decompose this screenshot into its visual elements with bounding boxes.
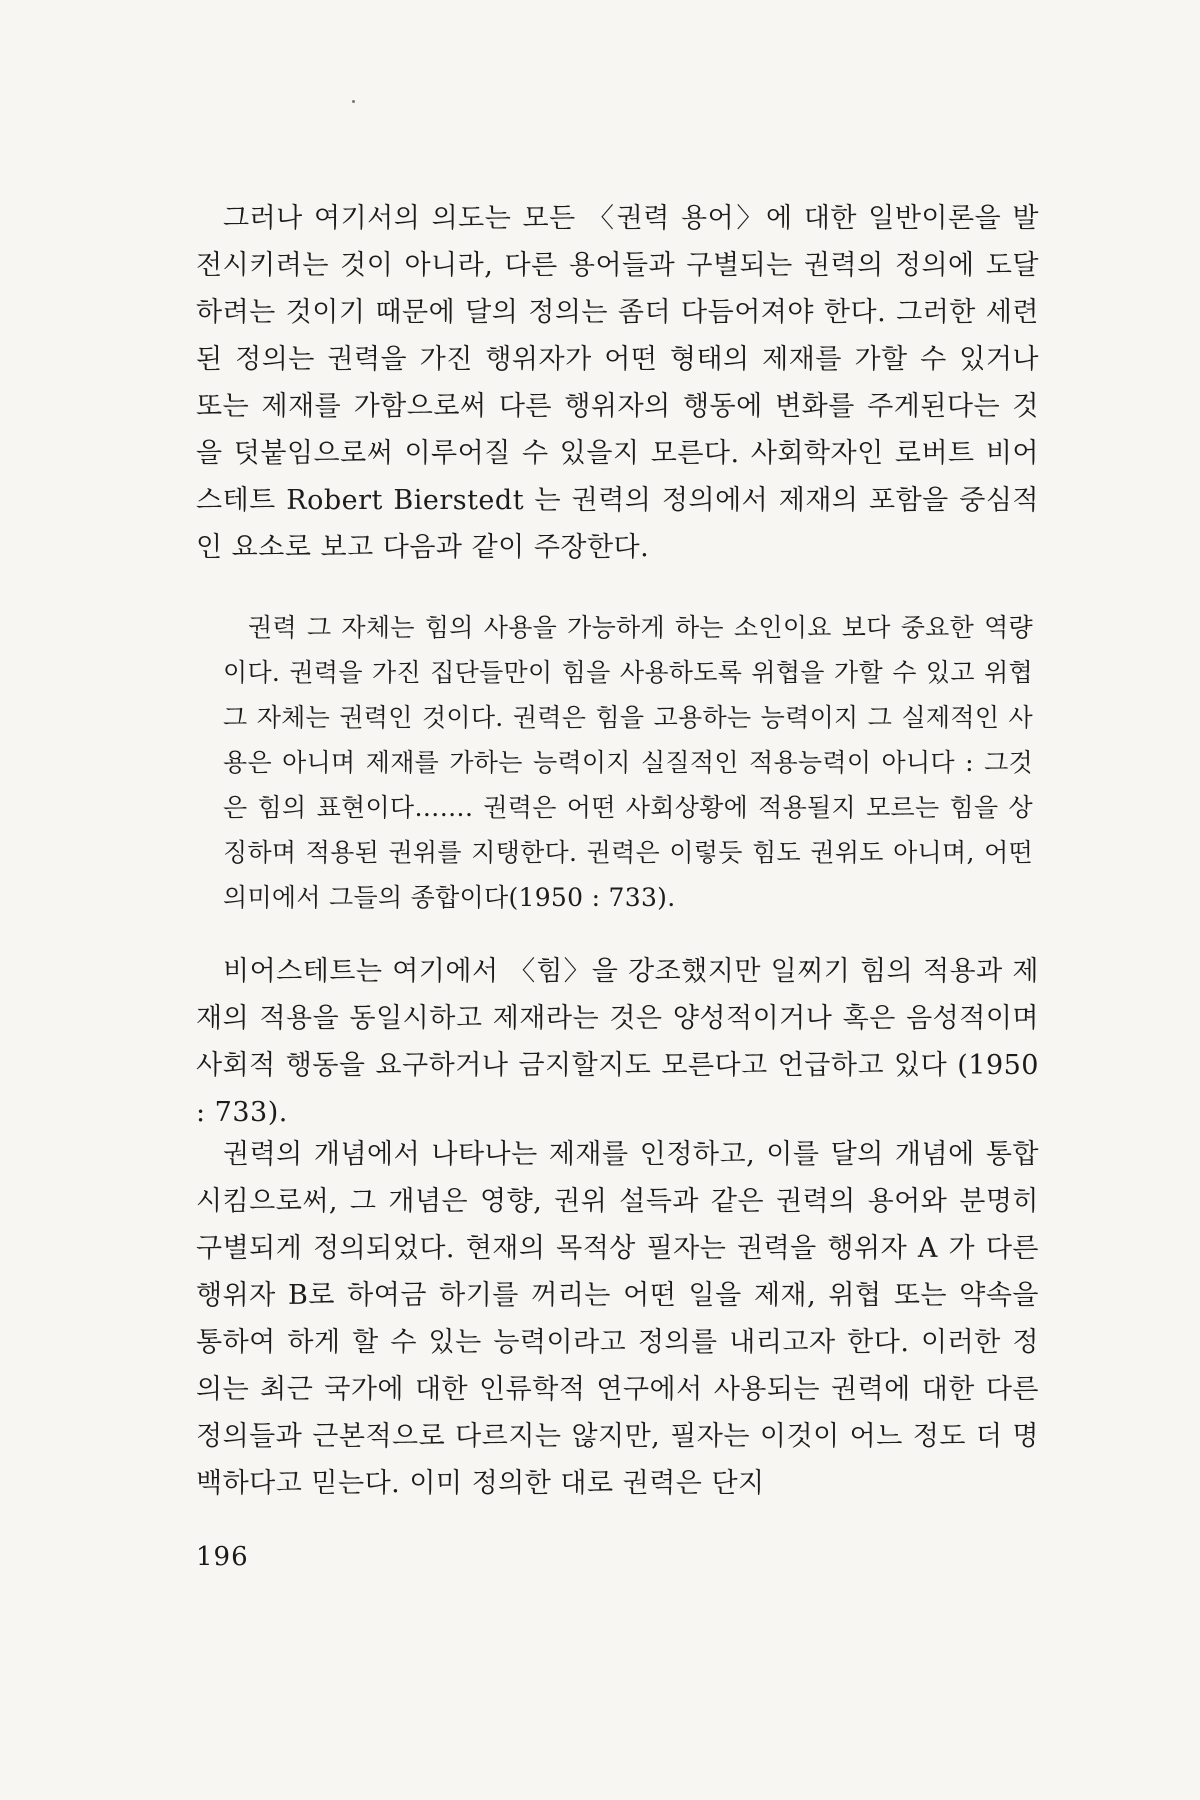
print-speck bbox=[352, 100, 355, 103]
paragraph-2: 비어스테트는 여기에서 〈힘〉을 강조했지만 일찌기 힘의 적용과 제재의 적용을 동일시하고 제재라는 것은 양성적이거나 혹은 음성적이며 사회적 행동을 요구하거나 금지할지도 모른다고 언급하고 있다 (1950 : 733). bbox=[196, 956, 1039, 1128]
block-quote: 권력 그 자체는 힘의 사용을 가능하게 하는 소인이요 보다 중요한 역량이다. 권력을 가진 집단들만이 힘을 사용하도록 위협을 가할 수 있고 위협 그 자체는 권력인 것이다. 권력은 힘을 고용하는 능력이지 그 실제적인 사용은 아니며 제재를 가하는 능력이지 실질적인 적용능력이 아니다 : 그것은 힘의 표현이다……. 권력은 어떤 사회상황에 적용될지 모르는 힘을 상징하며 적용된 권위를 지탱한다. 권력은 이렇듯 힘도 권위도 아니며, 어떤 의미에서 그들의 종합이다(1950 : 733). bbox=[223, 613, 1033, 912]
page-number: 196 bbox=[196, 1542, 249, 1572]
paragraph-3: 권력의 개념에서 나타나는 제재를 인정하고, 이를 달의 개념에 통합시킴으로써, 그 개념은 영향, 권위 설득과 같은 권력의 용어와 분명히 구별되게 정의되었다. 현재의 목적상 필자는 권력을 행위자 A 가 다른 행위자 B로 하여금 하기를 꺼리는 어떤 일을 제재, 위협 또는 약속을 통하여 하게 할 수 있는 능력이라고 정의를 내리고자 한다. 이러한 정의는 최근 국가에 대한 인류학적 연구에서 사용되는 권력에 대한 다른 정의들과 근본적으로 다르지는 않지만, 필자는 이것이 어느 정도 더 명백하다고 믿는다. 이미 정의한 대로 권력은 단지 bbox=[196, 1139, 1039, 1499]
paragraph-1: 그러나 여기서의 의도는 모든 〈권력 용어〉에 대한 일반이론을 발전시키려는 것이 아니라, 다른 용어들과 구별되는 권력의 정의에 도달하려는 것이기 때문에 달의 정의는 좀더 다듬어져야 한다. 그러한 세련된 정의는 권력을 가진 행위자가 어떤 형태의 제재를 가할 수 있거나 또는 제재를 가함으로써 다른 행위자의 행동에 변화를 주게된다는 것을 덧붙임으로써 이루어질 수 있을지 모른다. 사회학자인 로버트 비어스테트 Robert Bierstedt 는 권력의 정의에서 제재의 포함을 중심적인 요소로 보고 다음과 같이 주장한다. bbox=[196, 203, 1039, 563]
